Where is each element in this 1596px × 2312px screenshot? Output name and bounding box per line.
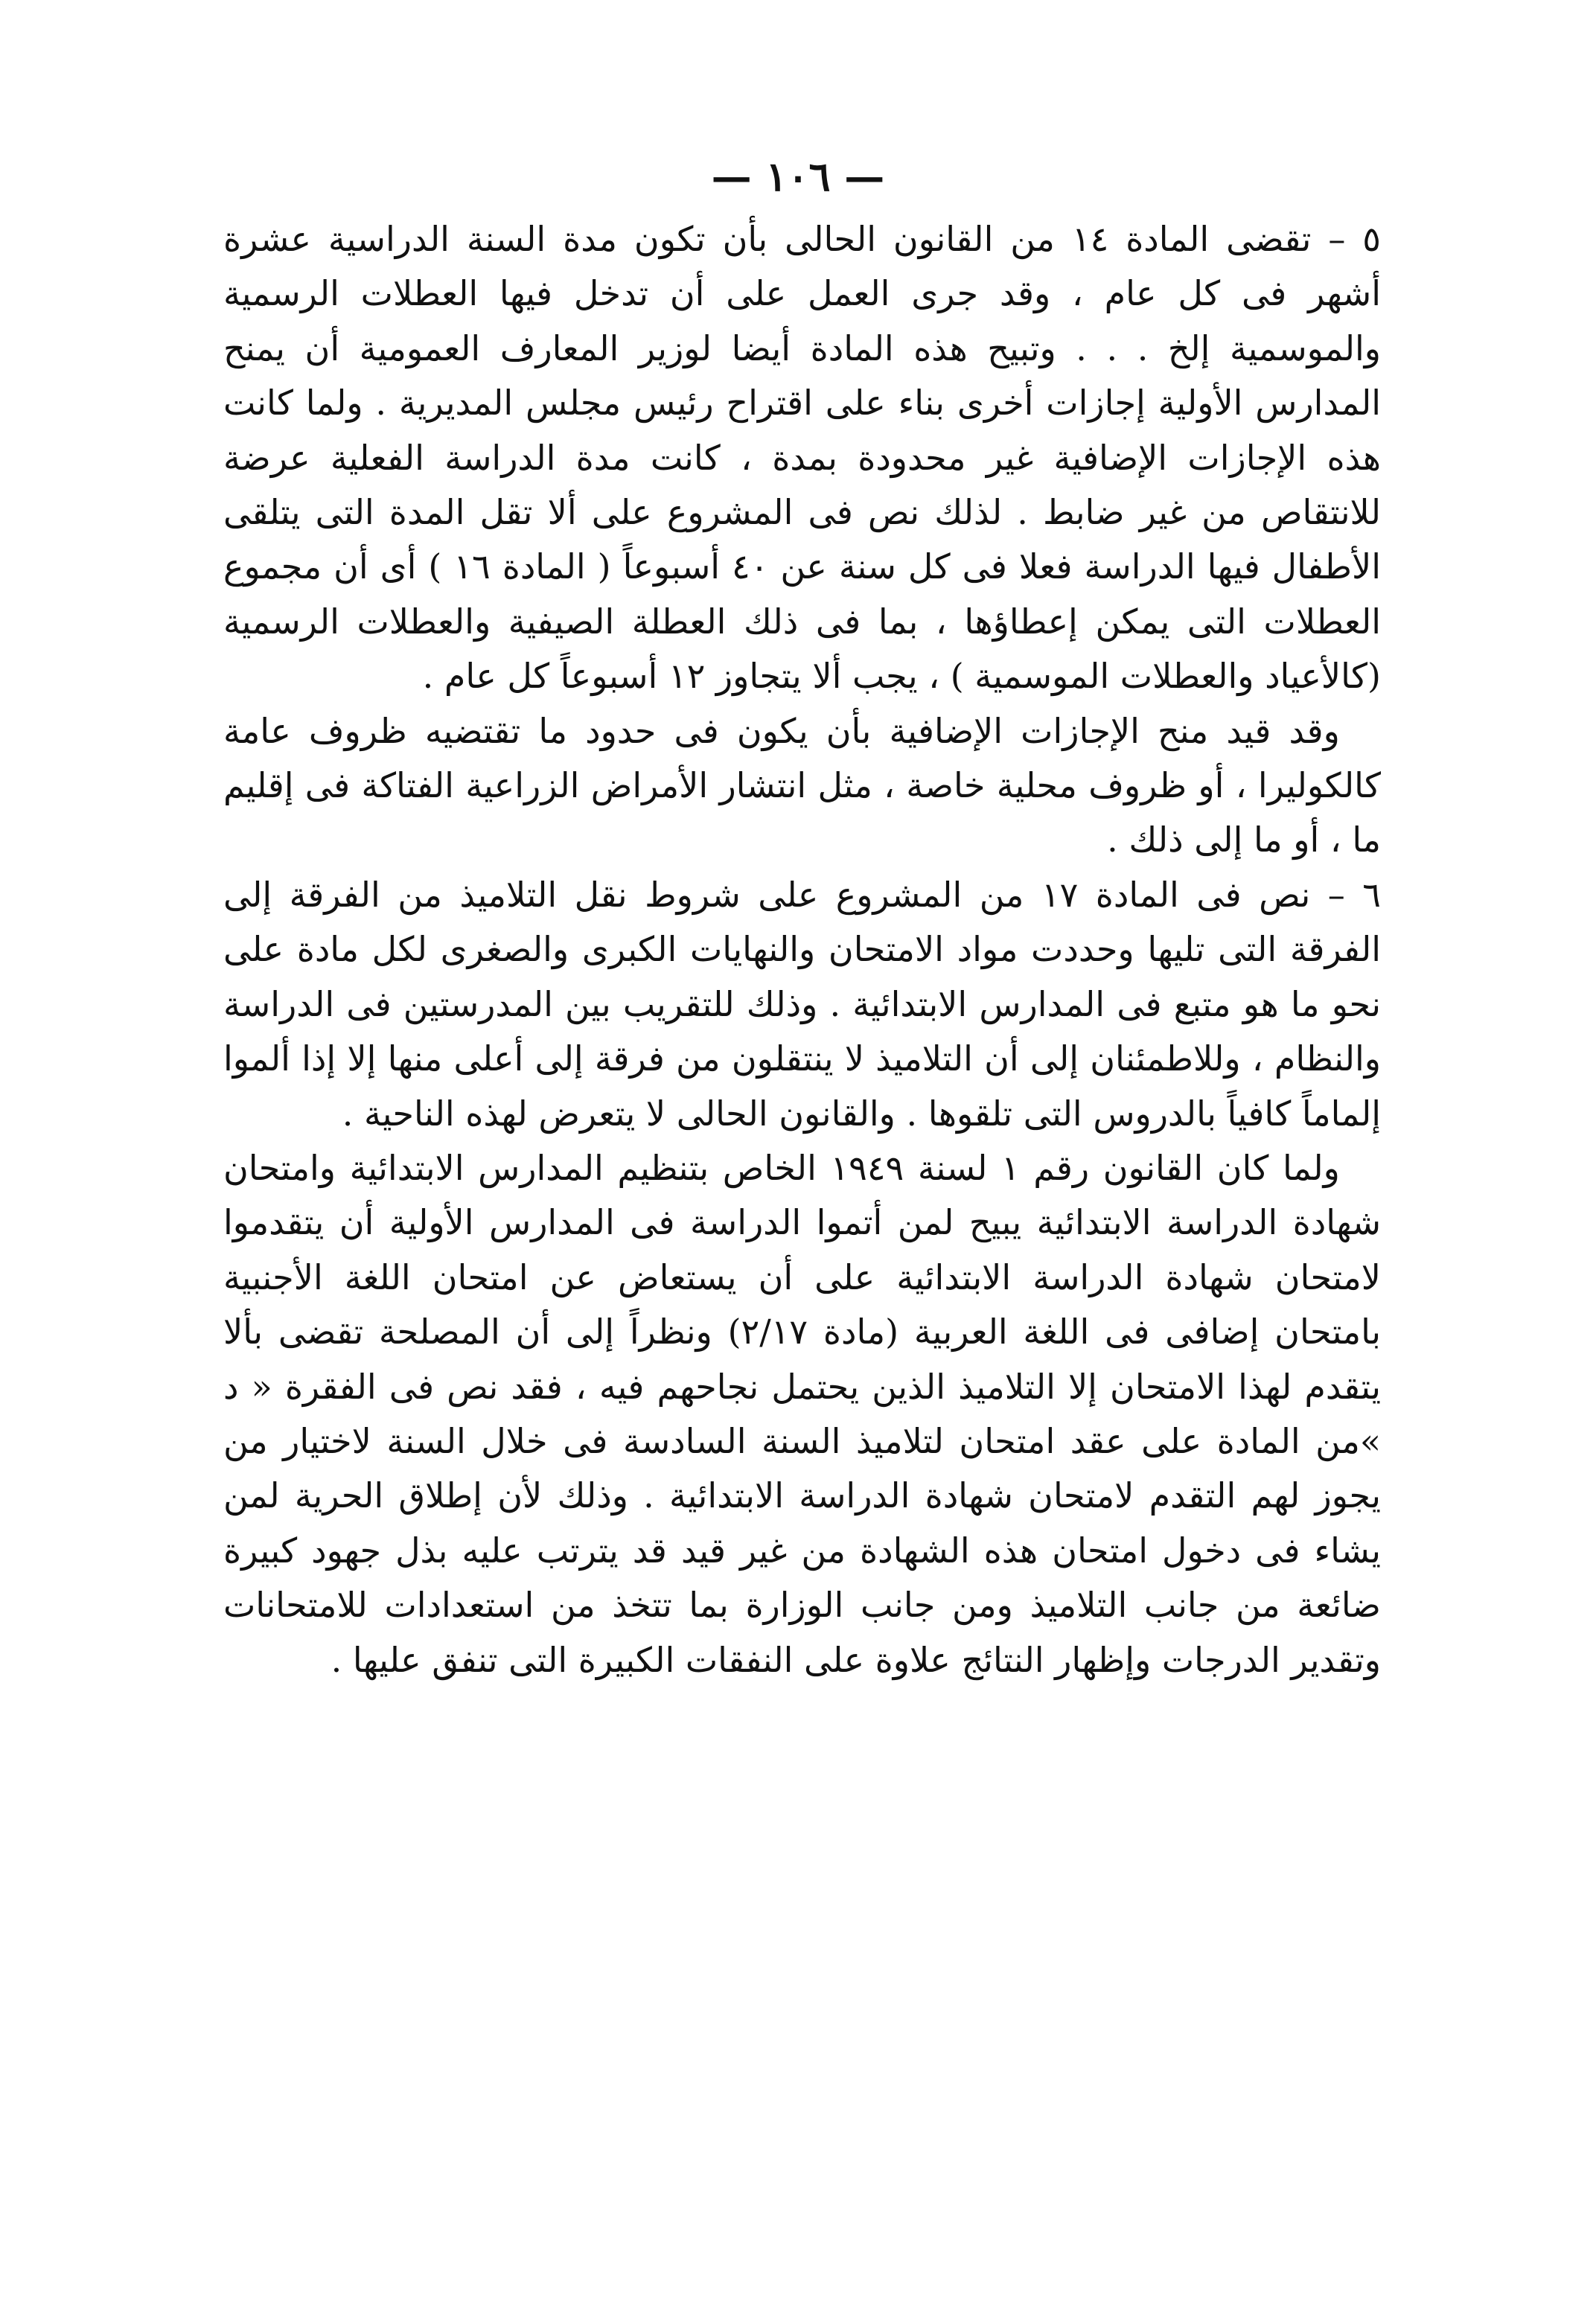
paragraph-law-1949: ولما كان القانون رقم ١ لسنة ١٩٤٩ الخاص بتنظيم المدارس الابتدائية وامتحان شهادة الدراسة الابتدائية يبيح لمن أتموا الدراسة فى المدارس الأولية أن يتقدموا لامتحان شهادة الدراسة الابتدائية على أن يستعاض عن امتحان اللغة الأجنبية بامتحان إضافى فى اللغة العربية (مادة ٢/١٧) ونظراً إلى أن المصلحة تقضى بألا يتقدم لهذا الامتحان إلا التلاميذ الذين يحتمل نجاحهم فيه ، فقد نص فى الفقرة « د »من المادة على عقد امتحان لتلاميذ السنة السادسة فى خلال السنة لاختيار من يجوز لهم التقدم لامتحان شهادة الدراسة الابتدائية . وذلك لأن إطلاق الحرية لمن يشاء فى دخول امتحان هذه الشهادة من غير قيد قد يترتب عليه بذل جهود كبيرة ضائعة من جانب التلاميذ ومن جانب الوزارة بما تتخذ من استعدادات للامتحانات وتقدير الدرجات وإظهار النتائج علاوة على النفقات الكبيرة التى تنفق عليها . [223,1147,1381,1680]
paragraph-extra-leave: وقد قيد منح الإجازات الإضافية بأن يكون فى حدود ما تقتضيه ظروف عامة كالكوليرا ، أو ظروف محلية خاصة ، مثل انتشار الأمراض الزراعية الفتاكة فى إقليم ما ، أو ما إلى ذلك . [223,710,1381,860]
page-number: — ١٠٦ — [711,153,885,200]
paragraph-item-6: ٦ – نص فى المادة ١٧ من المشروع على شروط نقل التلاميذ من الفرقة إلى الفرقة التى تليها وحددت مواد الامتحان والنهايات الكبرى والصغرى لكل مادة على نحو ما هو متبع فى المدارس الابتدائية . وذلك للتقريب بين المدرستين فى الدراسة والنظام ، وللاطمئنان إلى أن التلاميذ لا ينتقلون من فرقة إلى أعلى منها إلا إذا ألموا إلماماً كافياً بالدروس التى تلقوها . والقانون الحالى لا يتعرض لهذه الناحية . [223,874,1381,1134]
paragraph-item-5: ٥ – تقضى المادة ١٤ من القانون الحالى بأن تكون مدة السنة الدراسية عشرة أشهر فى كل عام ، وقد جرى العمل على أن تدخل فيها العطلات الرسمية والموسمية إلخ . . . وتبيح هذه المادة أيضا لوزير المعارف العمومية أن يمنح المدارس الأولية إجازات أخرى بناء على اقتراح رئيس مجلس المديرية . ولما كانت هذه الإجازات الإضافية غير محدودة بمدة ، كانت مدة الدراسة الفعلية عرضة للانتقاص من غير ضابط . لذلك نص فى المشروع على ألا تقل المدة التى يتلقى الأطفال فيها الدراسة فعلا فى كل سنة عن ٤٠ أسبوعاً ( المادة ١٦ ) أى أن مجموع العطلات التى يمكن إعطاؤها ، بما فى ذلك العطلة الصيفية والعطلات الرسمية (كالأعياد والعطلات الموسمية ) ، يجب ألا يتجاوز ١٢ أسبوعاً كل عام . [223,219,1382,697]
body-text [223,212,1381,1687]
